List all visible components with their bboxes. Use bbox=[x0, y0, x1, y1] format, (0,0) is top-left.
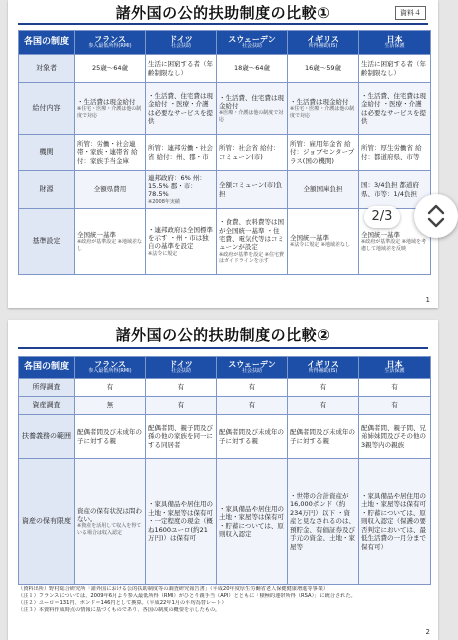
footnote: （注３）本資料作成時点の情報に基づくものであり、各国の制度の概要を示したもの。 bbox=[18, 607, 221, 614]
table-row bbox=[19, 55, 431, 83]
header-germany: ドイツ 社会扶助 bbox=[146, 31, 217, 55]
table-cell: 全額コミューン(市)負担 bbox=[217, 171, 288, 209]
document-badge: 資料４ bbox=[395, 6, 426, 20]
table-cell: 全額県費用 bbox=[75, 171, 146, 209]
footnote: （資料出所）野村総合研究所「諸外国における公的扶助制度等の調査研究報告書」（平成20年度厚生労働省老人保健健康増進等事業） bbox=[18, 586, 329, 592]
comparison-table-1 bbox=[18, 30, 431, 275]
table-cell: ・家具備品や居住用の土地・家屋等は保有可 ・貯蓄については、原則収入認定（保護の要否判定においては、最低生活費の一月分まで保有可） bbox=[359, 459, 431, 585]
header-japan: 日本 生活保護 bbox=[359, 31, 431, 55]
table-row bbox=[19, 135, 431, 171]
header-france: フランス 参入最低所得(RMI) bbox=[75, 31, 146, 55]
table-row bbox=[19, 379, 431, 397]
table-cell: 配偶者間及び未成年の子に対する親 bbox=[217, 415, 288, 459]
table-cell: 全国統一基準 ※政府が基準設定 ※地域を考慮して地域差を反映 bbox=[359, 209, 431, 275]
table-row bbox=[19, 459, 431, 585]
table-cell: 全額国庫負担 bbox=[288, 171, 359, 209]
table-cell: 有 bbox=[288, 397, 359, 415]
table-cell: 所管：連邦労働・社会省 給付：州、郡・市 bbox=[146, 135, 217, 171]
table-cell: 全国統一基準 ※法令に規定 ※地域差なし bbox=[288, 209, 359, 275]
table-cell: 所管：労働・社会連帯・家族・連帯省 給付：家族手当金庫 bbox=[75, 135, 146, 171]
row-label: 対象者 bbox=[19, 55, 75, 83]
table-row bbox=[19, 83, 431, 135]
row-label: 所得調査 bbox=[19, 379, 75, 397]
table-cell: ・世帯の合計資産が16,000ポンド（約234万円）以下 ・資産と見なされるのは、預貯金、有価証券及び手元の資金、土地・家屋等 bbox=[288, 459, 359, 585]
table-cell: 所管：厚生労働省 給付：都道府県、市等 bbox=[359, 135, 431, 171]
table-cell: 有 bbox=[288, 379, 359, 397]
table-cell: 配偶者間及び未成年の子に対する親 bbox=[288, 415, 359, 459]
table-cell: 所管：社会省 給付：コミューン(市) bbox=[217, 135, 288, 171]
table-cell: 無 bbox=[75, 397, 146, 415]
header-uk: イギリス 所得補助(IS) bbox=[288, 31, 359, 55]
table-row bbox=[19, 397, 431, 415]
table-cell: ・生活費、住宅費は現金給付 ・医療・介護は必要なサービスを提供 bbox=[359, 83, 431, 135]
table-cell: 有 bbox=[146, 397, 217, 415]
table-cell: ・家具備品や居住用の土地・家屋等は保有可 ・貯蓄については、原則収入認定 bbox=[217, 459, 288, 585]
table-cell: 国：3/4負担 都道府県、市等：1/4負担 bbox=[359, 171, 431, 209]
row-label: 基準設定 bbox=[19, 209, 75, 275]
page-title: 諸外国の公的扶助制度の比較② bbox=[115, 326, 331, 344]
table-cell: 生活に困窮する者（年齢制限なし） bbox=[146, 55, 217, 83]
row-label: 給付内容 bbox=[19, 83, 75, 135]
table-cell: 配偶者間及び未成年の子に対する親 bbox=[75, 415, 146, 459]
document-page-2 bbox=[8, 320, 438, 640]
table-cell: 全国統一基準 ※政府が基準設定 ※地域差なし bbox=[75, 209, 146, 275]
header-system: 各国の制度 bbox=[19, 31, 75, 55]
row-label: 資産調査 bbox=[19, 397, 75, 415]
table-cell: 25歳～64歳 bbox=[75, 55, 146, 83]
table-cell: 配偶者間、親子間、兄弟姉妹間及びその他の3親等内の親族 bbox=[359, 415, 431, 459]
table-cell: ・連邦政府は全国標準を示す ・州・市は独自の基準を設定 ※法令に規定 bbox=[146, 209, 217, 275]
table-cell: 有 bbox=[146, 379, 217, 397]
header-system: 各国の制度 bbox=[19, 357, 75, 379]
row-label: 機関 bbox=[19, 135, 75, 171]
table-cell: ・食費、衣料費等は国が全国統一基準 ・住宅費、電気代等はコミューンが設定 ※政府が基準を設定 ※住宅費はガイドラインを示す bbox=[217, 209, 288, 275]
comparison-table-2 bbox=[18, 356, 431, 585]
table-row bbox=[19, 171, 431, 209]
header-japan: 日本 生活保護 bbox=[359, 357, 431, 379]
header-france: フランス 参入最低所得(RMI) bbox=[75, 357, 146, 379]
table-cell: 有 bbox=[359, 379, 431, 397]
header-uk: イギリス 所得補助(IS) bbox=[288, 357, 359, 379]
table-cell: 有 bbox=[217, 379, 288, 397]
header-sweden: スウェーデン 社会扶助 bbox=[217, 357, 288, 379]
table-cell: 18歳～64歳 bbox=[217, 55, 288, 83]
table-cell: 有 bbox=[217, 397, 288, 415]
page-title: 諸外国の公的扶助制度の比較① bbox=[115, 4, 331, 22]
table-cell: ・生活費は現金給付 ※住宅・医療・介護は他の制度で対応 bbox=[75, 83, 146, 135]
table-cell: 有 bbox=[75, 379, 146, 397]
page-indicator: 2/3 bbox=[364, 206, 400, 228]
title-underline bbox=[18, 347, 428, 349]
table-row bbox=[19, 415, 431, 459]
document-page-1 bbox=[8, 0, 438, 308]
footnote: （注１）フランスについては、2009年6月より参入最低所得（RMI）がひとり親手当（API）とともに「積極的連帯所得（RSA）」に統合された。 bbox=[18, 593, 356, 600]
table-cell: 16歳～59歳 bbox=[288, 55, 359, 83]
table-cell: ・生活費は現金給付 ※住宅・医療・介護は他の制度で対応 bbox=[288, 83, 359, 135]
table-cell: 有 bbox=[359, 397, 431, 415]
row-label: 扶養義務の範囲 bbox=[19, 415, 75, 459]
table-cell: ・生活費、住宅費は現金給付 ※医療・介護は他の制度で対応 bbox=[217, 83, 288, 135]
footnote: （注２）ユーロ＝131円、ポンド＝146円として換算。（平成22年1月の平均為替レート） bbox=[18, 600, 227, 607]
page-number: 2 bbox=[425, 628, 430, 636]
page-number: 1 bbox=[425, 296, 430, 304]
scroll-button[interactable] bbox=[414, 194, 458, 238]
table-cell: ・家具備品や居住用の土地・家屋等は保有可 ・一定程度の現金（概ね1600ユーロ(約21万円)）は保有可 bbox=[146, 459, 217, 585]
header-sweden: スウェーデン 社会扶助 bbox=[217, 31, 288, 55]
header-germany: ドイツ 社会扶助 bbox=[146, 357, 217, 379]
table-cell: 連邦政府：6% 州：15.5% 郡・市：78.5% ※2008年実績 bbox=[146, 171, 217, 209]
footnotes bbox=[18, 586, 428, 614]
table-cell: 所管：雇用年金省 給付：ジョブセンタープラス(国の機関) bbox=[288, 135, 359, 171]
chevron-up-down-icon bbox=[424, 202, 448, 230]
title-underline bbox=[18, 23, 428, 25]
row-label: 財源 bbox=[19, 171, 75, 209]
table-cell: 配偶者間、親子間及び孫の他の家族を同一にする同居者 bbox=[146, 415, 217, 459]
table-cell: ・生活費、住宅費は現金給付 ・医療・介護は必要なサービスを提供 bbox=[146, 83, 217, 135]
table-cell: 生活に困窮する者（年齢制限なし） bbox=[359, 55, 431, 83]
table-cell: 資産の保有状況は問わない。 ※資産を活用して収入を得ている場合は収入認定 bbox=[75, 459, 146, 585]
row-label: 資産の保有限度 bbox=[19, 459, 75, 585]
